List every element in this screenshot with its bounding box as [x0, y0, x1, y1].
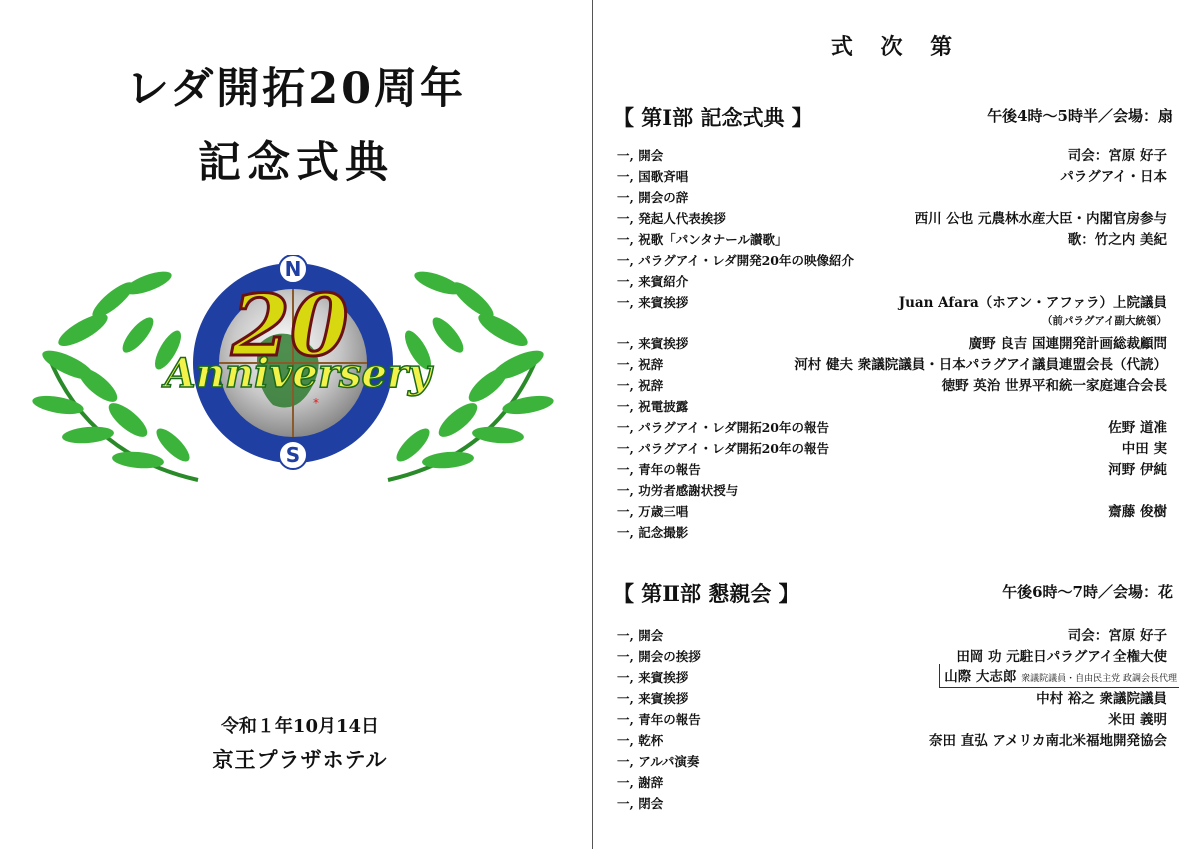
- program-item: 一, 来賓挨拶 Juan Afara（ホアン・アファラ）上院議員 （前パラグアイ副大統領）: [617, 295, 1167, 327]
- anniversary-word: Anniversery: [164, 350, 432, 397]
- program-item: 一, 国歌斉唱 パラグアイ・日本: [617, 169, 1167, 185]
- program-item: 一, 来賓紹介: [617, 274, 689, 289]
- anniversary-number: 20: [231, 276, 349, 375]
- program-item: 一, 青年の報告 河野 伊純: [617, 462, 1167, 478]
- program-title: 式 次 第: [830, 34, 963, 60]
- cover-title-line1: レダ開拓20周年: [125, 64, 467, 114]
- cover-date: 令和１年10月14日: [220, 716, 380, 737]
- north-label: N: [284, 257, 302, 281]
- program-item: 一, 来賓挨拶 廣野 良吉 国連開発計画総裁顧問: [617, 336, 1167, 352]
- program-item: 一, 祝辞 徳野 英治 世界平和統一家庭連合会長: [617, 378, 1167, 394]
- program-item: 一, 祝歌「パンタナール讃歌」 歌：竹之内 美紀: [617, 232, 1167, 248]
- program-item: 一, 謝辞: [617, 775, 664, 790]
- part1-info: 午後4時～5時半／会場：扇: [987, 107, 1173, 125]
- program-item: 一, 閉会: [617, 796, 664, 811]
- program-page: [593, 0, 1200, 849]
- program-item: 一, 乾杯 奈田 直弘 アメリカ南北米福地開発協会: [617, 733, 1167, 749]
- program-item: 一, 開会 司会：宮原 好子: [617, 148, 1167, 164]
- program-item: 一, パラグアイ・レダ開発20年の映像紹介: [617, 253, 854, 268]
- program-item: 一, 万歳三唱 齋藤 俊樹: [617, 504, 1167, 520]
- south-label: S: [285, 443, 301, 467]
- guest-note: （前パラグアイ副大統領）: [1041, 315, 1167, 327]
- anniversary-emblem: [28, 255, 558, 495]
- cover-venue: 京王プラザホテル: [212, 747, 388, 772]
- part2-items: [617, 624, 1177, 813]
- program-item: 一, 来賓挨拶 中村 裕之 衆議院議員: [617, 691, 1167, 707]
- cover-title-line2: 記念式典: [198, 138, 394, 188]
- program-item: 一, 開会 司会：宮原 好子: [617, 628, 1167, 644]
- program-item: 一, 祝辞 河村 健夫 衆議院議員・日本パラグアイ議員連盟会長（代読）: [617, 357, 1167, 373]
- program-item: 一, 記念撮影: [617, 525, 689, 540]
- program-item: 一, 青年の報告 米田 義明: [617, 712, 1167, 728]
- part2-name: 【 第Ⅱ部 懇親会 】: [613, 581, 800, 606]
- program-item: 一, 祝電披露: [617, 399, 689, 414]
- program-item: 一, 功労者感謝状授与: [617, 483, 739, 498]
- part1-header: [613, 102, 1173, 132]
- program-item: 一, 開会の挨拶 田岡 功 元駐日パラグアイ全権大使: [617, 649, 1167, 665]
- part1-name: 【 第Ⅰ部 記念式典 】: [613, 105, 813, 130]
- program-item: 一, アルパ演奏: [617, 754, 700, 769]
- svg-text:*: *: [313, 396, 319, 410]
- pasted-guest-label: 山際 大志郎 衆議院議員・自由民主党 政調会長代理: [939, 664, 1179, 688]
- part2-header: [613, 578, 1173, 608]
- cover-page: [0, 0, 592, 849]
- program-item: 一, 発起人代表挨拶 西川 公也 元農林水産大臣・内閣官房参与: [617, 211, 1167, 227]
- program-item: 一, パラグアイ・レダ開拓20年の報告 中田 実: [617, 441, 1167, 457]
- program-item: 一, 来賓挨拶 山際 大志郎 衆議院議員・自由民主党 政調会長代理: [617, 666, 1173, 687]
- program-item: 一, 開会の辞: [617, 190, 689, 205]
- part2-info: 午後6時～7時／会場：花: [1002, 583, 1173, 601]
- program-item: 一, パラグアイ・レダ開拓20年の報告 佐野 道准: [617, 420, 1167, 436]
- part1-items: [617, 144, 1173, 542]
